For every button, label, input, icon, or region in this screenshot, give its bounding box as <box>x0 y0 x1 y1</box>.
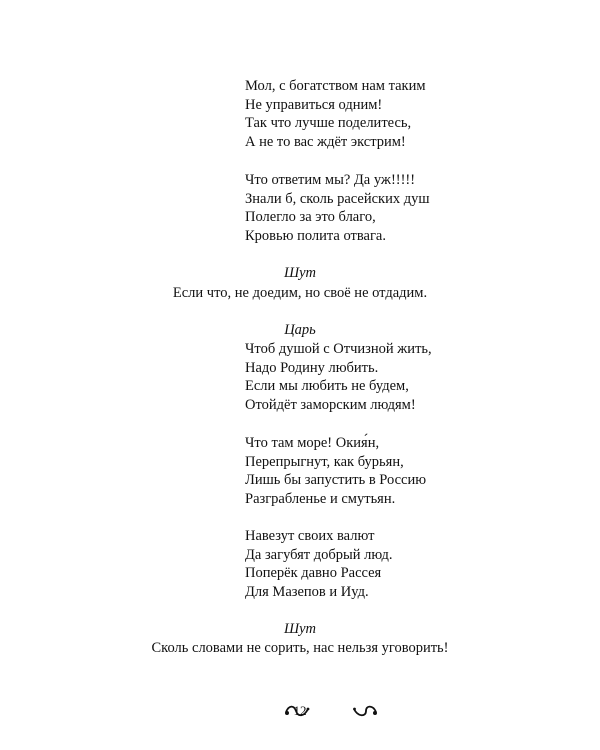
stanza-1 <box>245 77 426 152</box>
verse-line: А не то вас ждёт экстрим! <box>245 134 406 151</box>
verse-line: Да загубят добрый люд. <box>245 546 393 563</box>
verse-line: Знали б, сколь расейских душ <box>245 190 430 207</box>
verse-line: Что там море! Окия́н, <box>245 435 380 451</box>
page-footer <box>0 700 600 724</box>
speaker-label: Шут <box>283 621 317 637</box>
stanza-4 <box>245 434 426 509</box>
verse-line: Надо Родину любить. <box>245 359 379 376</box>
verse-line: Если мы любить не будем, <box>245 378 409 395</box>
jester-remark: Если что, не доедим, но своё не отдадим. <box>172 285 428 301</box>
verse-line: Полегло за это благо, <box>245 209 376 226</box>
verse-line: Мол, с богатством нам таким <box>245 78 426 94</box>
stanza-3 <box>245 340 432 415</box>
verse-line: Навезут своих валют <box>245 528 375 544</box>
speaker-label: Шут <box>283 265 317 281</box>
verse-line: Кровью полита отвага. <box>245 228 386 245</box>
stanza-5 <box>245 527 393 602</box>
stanza-2 <box>245 171 430 246</box>
jester-remark: Сколь словами не сорить, нас нельзя уговорить! <box>151 640 449 656</box>
speaker-label: Царь <box>284 322 316 338</box>
verse-line: Перепрыгнут, как бурьян, <box>245 453 404 470</box>
verse-line: Чтоб душой с Отчизной жить, <box>245 341 432 357</box>
verse-line: Разграбленье и смутьян. <box>245 491 396 508</box>
page-number: 12 <box>293 703 307 718</box>
flourish-right-icon <box>352 703 378 724</box>
verse-line: Для Мазепов и Иуд. <box>245 584 369 601</box>
verse-line: Поперёк давно Рассея <box>245 565 382 582</box>
verse-line: Лишь бы запустить в Россию <box>245 472 427 489</box>
verse-line: Что ответим мы? Да уж!!!!! <box>245 172 416 188</box>
verse-line: Отойдёт заморским людям! <box>245 397 416 414</box>
verse-line: Так что лучше поделитесь, <box>245 115 412 132</box>
verse-line: Не управиться одним! <box>245 96 383 113</box>
